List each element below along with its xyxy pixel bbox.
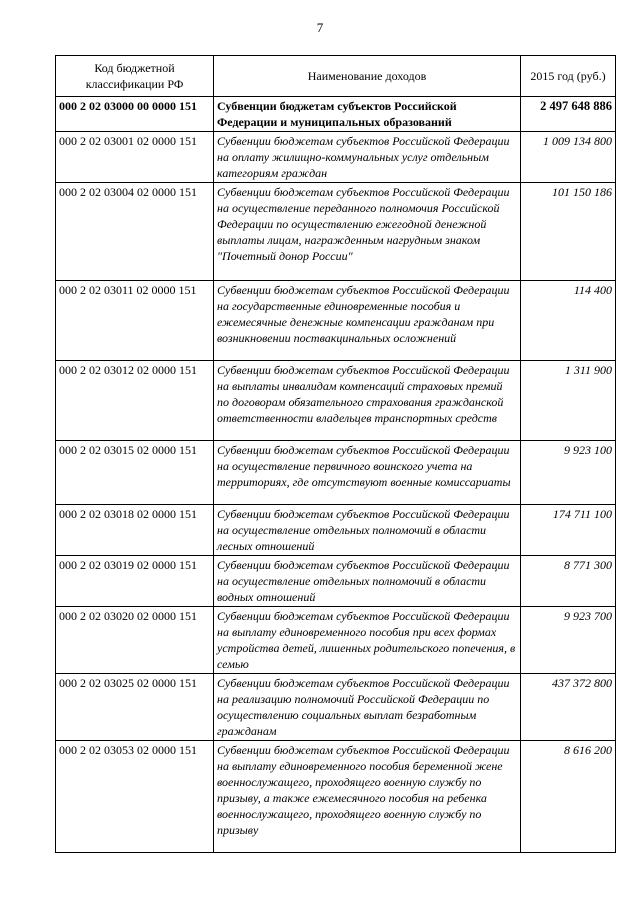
table-row (56, 281, 616, 361)
table-header-row (56, 56, 616, 97)
row-amount: 9 923 100 (521, 441, 616, 505)
row-amount: 174 711 100 (521, 505, 616, 556)
row-amount: 114 400 (521, 281, 616, 361)
row-amount: 8 616 200 (521, 741, 616, 853)
row-code: 000 2 02 03001 02 0000 151 (56, 132, 214, 183)
row-name: Субвенции бюджетам субъектов Российской Федерации и муниципальных образований (214, 97, 521, 132)
row-code: 000 2 02 03019 02 0000 151 (56, 556, 214, 607)
row-code: 000 2 02 03018 02 0000 151 (56, 505, 214, 556)
row-amount: 9 923 700 (521, 607, 616, 674)
row-name: Субвенции бюджетам субъектов Российской Федерации на осуществление переданного полномочия Российской Федерации по осуществлению ежегодной денежной выплаты лицам, награжденным нагрудным знаком "Почетный донор России" (214, 183, 521, 281)
row-amount: 8 771 300 (521, 556, 616, 607)
page-number: 7 (316, 20, 324, 35)
table-row (56, 741, 616, 853)
row-name: Субвенции бюджетам субъектов Российской Федерации на выплату единовременного пособия беременной жене военнослужащего, проходящего военную службу по призыву, а также ежемесячного пособия на ребенка военнослужащего, проходящего военную службу по призыву (214, 741, 521, 853)
row-code: 000 2 02 03012 02 0000 151 (56, 361, 214, 441)
row-amount: 101 150 186 (521, 183, 616, 281)
row-amount: 1 009 134 800 (521, 132, 616, 183)
table-row (56, 674, 616, 741)
table-row (56, 441, 616, 505)
table-row (56, 556, 616, 607)
row-amount: 437 372 800 (521, 674, 616, 741)
header-amount: 2015 год (руб.) (521, 56, 616, 97)
table-row (56, 97, 616, 132)
row-code: 000 2 02 03053 02 0000 151 (56, 741, 214, 853)
row-name: Субвенции бюджетам субъектов Российской Федерации на осуществление отдельных полномочий в области лесных отношений (214, 505, 521, 556)
row-name: Субвенции бюджетам субъектов Российской Федерации на выплаты инвалидам компенсаций страховых премий по договорам обязательного страхования гражданской ответственности владельцев транспортных средств (214, 361, 521, 441)
table-body (56, 97, 616, 853)
row-name: Субвенции бюджетам субъектов Российской Федерации на осуществление отдельных полномочий в области водных отношений (214, 556, 521, 607)
row-name: Субвенции бюджетам субъектов Российской Федерации на реализацию полномочий Российской Федерации по осуществлению социальных выплат безработным гражданам (214, 674, 521, 741)
table-row (56, 132, 616, 183)
table-row (56, 361, 616, 441)
row-code: 000 2 02 03000 00 0000 151 (56, 97, 214, 132)
row-name: Субвенции бюджетам субъектов Российской Федерации на выплату единовременного пособия при всех формах устройства детей, лишенных родительского попечения, в семью (214, 607, 521, 674)
row-amount: 1 311 900 (521, 361, 616, 441)
row-amount: 2 497 648 886 (521, 97, 616, 132)
table-row (56, 607, 616, 674)
row-code: 000 2 02 03015 02 0000 151 (56, 441, 214, 505)
row-code: 000 2 02 03004 02 0000 151 (56, 183, 214, 281)
row-name: Субвенции бюджетам субъектов Российской Федерации на осуществление первичного воинского учета на территориях, где отсутствуют военные комиссариаты (214, 441, 521, 505)
table-row (56, 505, 616, 556)
table-row (56, 183, 616, 281)
header-name: Наименование доходов (214, 56, 521, 97)
row-code: 000 2 02 03025 02 0000 151 (56, 674, 214, 741)
revenue-table (55, 55, 616, 853)
row-code: 000 2 02 03011 02 0000 151 (56, 281, 214, 361)
header-code: Код бюджетной классификации РФ (56, 56, 214, 97)
row-name: Субвенции бюджетам субъектов Российской Федерации на оплату жилищно-коммунальных услуг отдельным категориям граждан (214, 132, 521, 183)
row-name: Субвенции бюджетам субъектов Российской Федерации на государственные единовременные пособия и ежемесячные денежные компенсации гражданам при возникновении поствакцинальных осложнений (214, 281, 521, 361)
row-code: 000 2 02 03020 02 0000 151 (56, 607, 214, 674)
